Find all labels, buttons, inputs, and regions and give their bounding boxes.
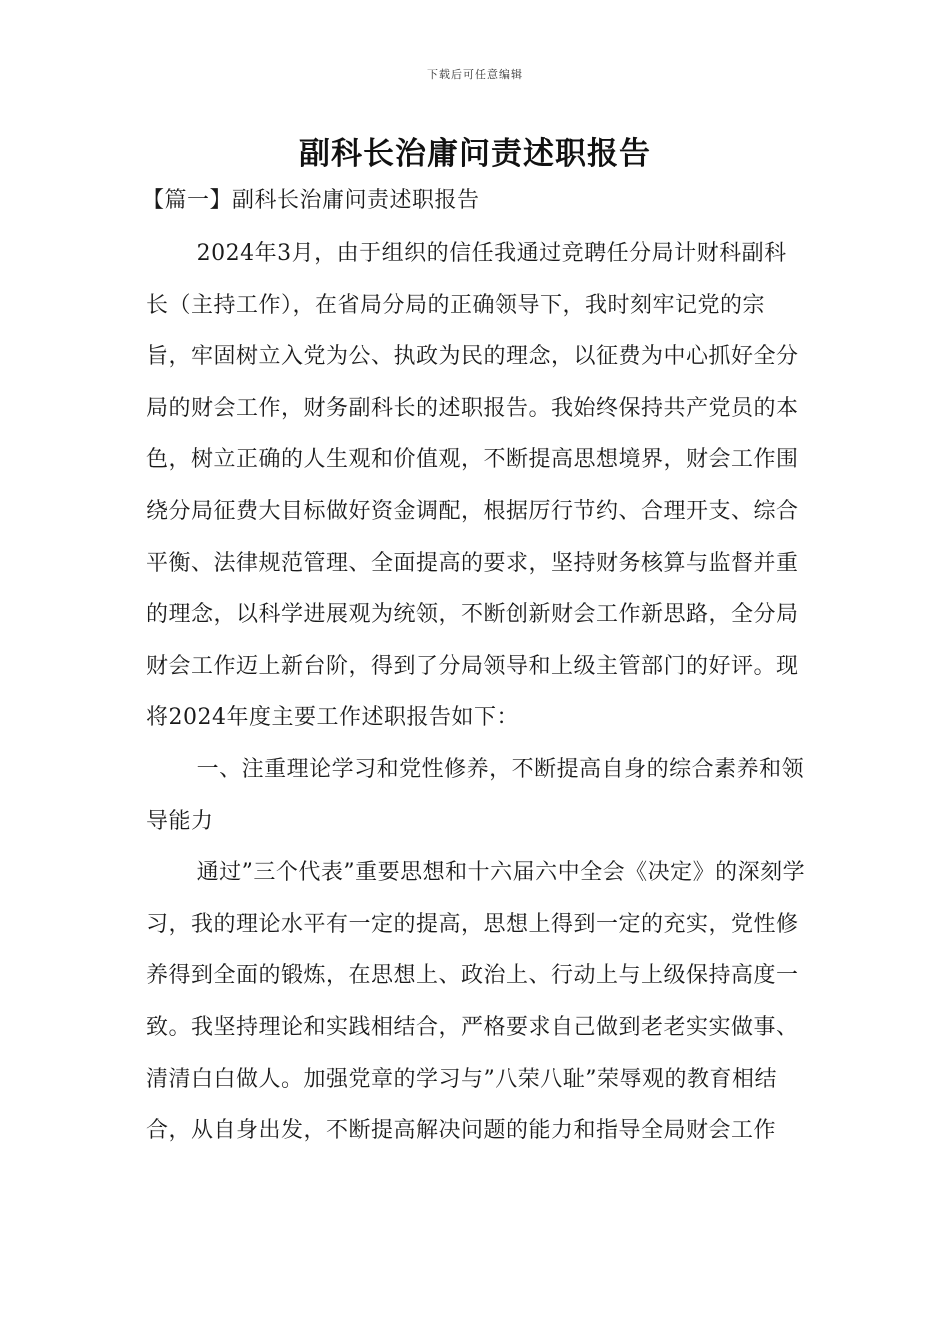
header-note: 下载后可任意编辑 bbox=[427, 68, 523, 81]
paragraph-intro: 2024年3月，由于组织的信任我通过竞聘任分局计财科副科长（主持工作），在省局分局的正确领导下，我时刻牢记党的宗旨，牢固树立入党为公、执政为民的理念，以征费为中心抓好全分局的财会工作，财务副科长的述职报告。我始终保持共产党员的本色，树立正确的人生观和价值观，不断提高思想境界，财会工作围绕分局征费大目标做好资金调配，根据厉行节约、合理开支、综合平衡、法律规范管理、全面提高的要求，坚持财务核算与监督并重的理念，以科学进展观为统领，不断创新财会工作新思路，全分局财会工作迈上新台阶，得到了分局领导和上级主管部门的好评。现将2024年度主要工作述职报告如下： bbox=[146, 241, 799, 731]
paragraph-heading-one: 一、注重理论学习和党性修养，不断提高自身的综合素养和领导能力 bbox=[146, 756, 805, 834]
section-heading: 【篇一】副科长治庸问责述职报告 bbox=[142, 188, 480, 213]
document-title: 副科长治庸问责述职报告 bbox=[299, 136, 651, 172]
document-body bbox=[146, 228, 806, 1157]
paragraph-study: 通过”三个代表”重要思想和十六届六中全会《决定》的深刻学习，我的理论水平有一定的提高，思想上得到一定的充实，党性修养得到全面的锻炼，在思想上、政治上、行动上与上级保持高度一致。我坚持理论和实践相结合，严格要求自己做到老老实实做事、清清白白做人。加强党章的学习与”八荣八耻”荣辱观的教育相结合，从自身出发，不断提高解决问题的能力和指导全局财会工作 bbox=[146, 860, 806, 1144]
